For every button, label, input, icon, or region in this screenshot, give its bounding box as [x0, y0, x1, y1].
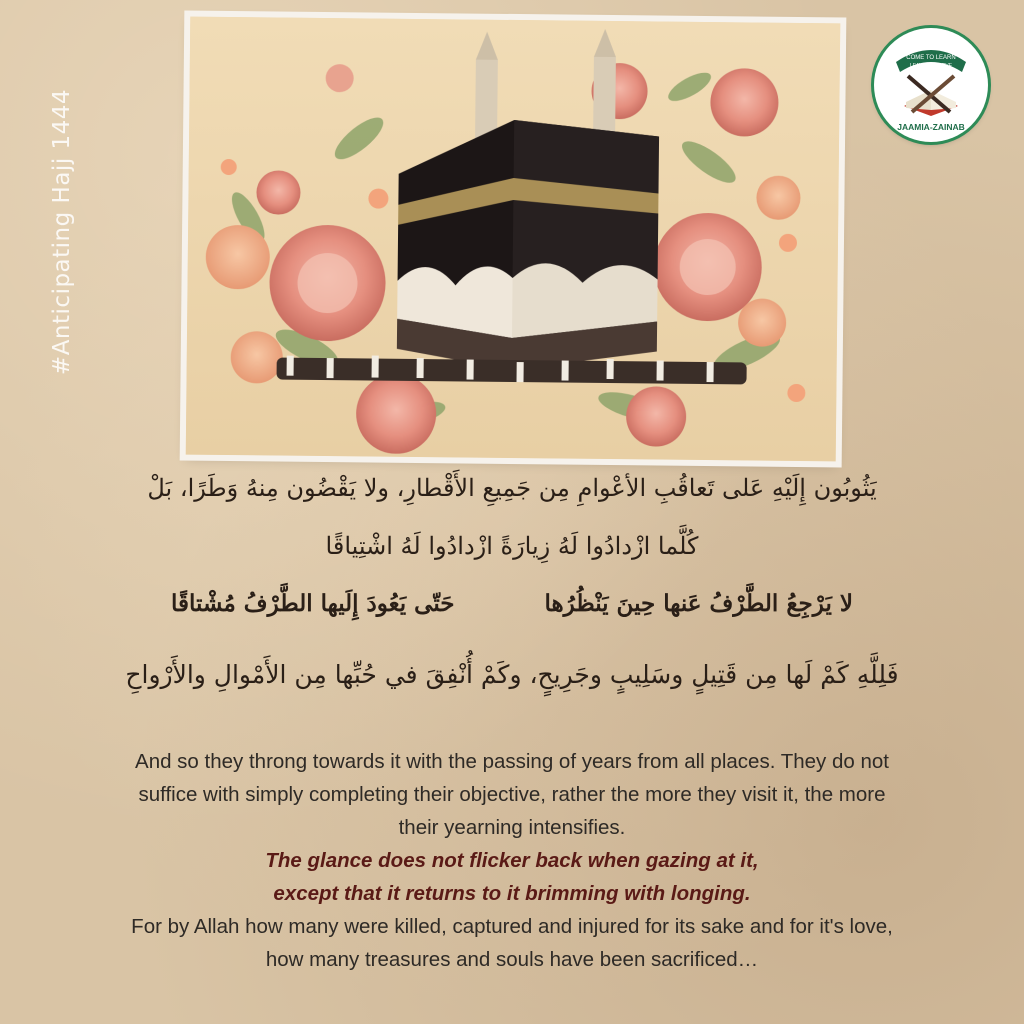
anticipating-hajj-hashtag: #Anticipating Hajj 1444	[49, 88, 75, 376]
arabic-verse-left: حَتّى يَعُودَ إِلَيها الطَّرْفُ مُشْتاقًا	[171, 590, 455, 617]
english-verse-line: The glance does not flicker back when gazing at it,	[265, 849, 759, 872]
arabic-verse-right: لا يَرْجِعُ الطَّرْفُ عَنها حِينَ يَنْظُرُها	[544, 590, 853, 617]
kaaba-photo	[186, 17, 841, 462]
english-line: how many treasures and souls have been sacrificed…	[265, 948, 759, 971]
arabic-line-1: يَثُوبُون إِلَيْهِ عَلى تَعاقُبِ الأعْوامِ مِن جَمِيعِ الأَقْطارِ، ولا يَقْضُون مِنهُ وَطَرًا، بَلْ	[147, 474, 877, 502]
english-line: For by Allah how many were killed, captured and injured for its sake and for it's love,	[131, 915, 893, 938]
english-line: suffice with simply completing their objective, rather the more they visit it, the more	[138, 783, 886, 806]
kaaba-illustration	[186, 17, 841, 462]
english-line: their yearning intensifies.	[398, 816, 626, 839]
english-line: And so they throng towards it with the passing of years from all places. They do not	[135, 750, 889, 773]
logo-bottom-text: JAAMIA-ZAINAB	[897, 122, 965, 132]
arabic-line-2: كُلَّما ازْدادُوا لَهُ زِيارَةً ازْدادُوا لَهُ اشْتِياقًا	[325, 532, 699, 560]
arabic-verse	[0, 590, 1024, 617]
english-verse-line: except that it returns to it brimming with longing.	[273, 882, 751, 905]
english-translation	[22, 745, 1002, 976]
logo-top-text: COME TO LEARN	[906, 55, 956, 61]
logo-top-text-2: LEAVE TO SERVE	[909, 63, 953, 69]
arabic-line-4: فَلِلَّهِ كَمْ لَها مِن قَتِيلٍ وسَلِيبٍ وجَرِيحٍ، وكَمْ أُنْفِقَ في حُبِّها مِن الأَمْوالِ والأَرْواحِ	[125, 660, 899, 689]
jaamia-zainab-logo	[874, 28, 988, 142]
